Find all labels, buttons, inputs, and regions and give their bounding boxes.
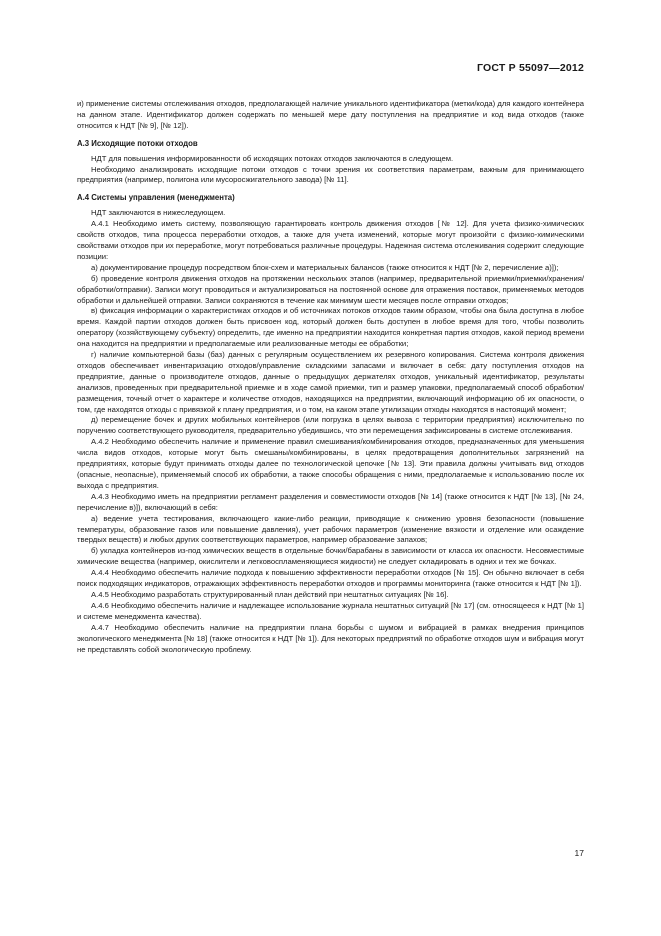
paragraph: НДТ для повышения информированности об исходящих потоках отходов заключаются в следующем. [91,153,454,163]
paragraph: НДТ заключаются в нижеследующем. [91,208,226,218]
paragraph: и) применение системы отслеживания отходов, предполагающей наличие уникального идентификатора (метки/кода) для каждого контейнера на данном этапе. Идентификатор должен содержать по меньшей мере дату поступления на предприятие и код вида отходов (также относится к НДТ [№ 9], [№ 12]). [77,99,584,130]
paragraph: А.4.1 Необходимо иметь систему, позволяющую гарантировать контроль движения отходов [№ 12]. Для учета физико-химических свойств отходов, типа процесса переработки отходов, а также для учета изменений, которые могут произойти с физико-химическими свойствами отходов при их переработке, могут потребоваться различные процедуры. Надежная система отслеживания содержит следующие позиции: [77,219,584,261]
paragraph: А.4.5 Необходимо разработать структурированный план действий при нештатных ситуациях [№ 16]. [91,589,449,599]
spacer [77,132,584,139]
paragraph: б) проведение контроля движения отходов на протяжении нескольких этапов (например, предварительной приемки/приемки/хранения/обработки/отправки). Записи могут проводиться и актуализироваться на постоянной основе для отражения поставок, применяемых методов обработки и дальнейшей отправки. Записи сохраняются в течение как минимум шести месяцев после отправки отходов; [77,273,584,305]
paragraph: г) наличие компьютерной базы (баз) данных с регулярным осуществлением их резервного копирования. Система контроля движения отходов обеспечивает инвентаризацию отходов/управление складскими запасами и включает в себя: дату поступления отходов на предприятие, данные о производителе отходов, данные о предыдущих держателях отходов, уникальный идентификатор, результаты анализов, проведенных при предварительной приемке и в ходе самой приемки, тип и размер упаковки, предполагаемый способ обработки/размещения, точный отчет о характере и количестве отходов, находящихся на предприятии, включающий информацию об их опасности, о том, где находятся отходы с привязкой к плану предприятия, и о том, на каком этапе утилизации отходы находятся в настоящий момент; [77,350,584,414]
paragraph: А.4.3 Необходимо иметь на предприятии регламент разделения и совместимости отходов [№ 14] (также относится к НДТ [№ 13], [№ 24, перечисление в)]), включающий в себя: [77,491,584,512]
paragraph: А.4.6 Необходимо обеспечить наличие и надлежащее использование журнала нештатных ситуаций [№ 17] (см. относящееся к НДТ [№ 1] и системе менеджмента качества). [77,600,584,621]
paragraph: Необходимо анализировать исходящие потоки отходов с точки зрения их соответствия параметрам, важным для принимающего предприятия (например, полигона или мусоросжигательного завода) [№ 11]. [77,164,584,185]
paragraph: в) фиксация информации о характеристиках отходов и об источниках потоков отходов таким образом, чтобы она была доступна в любое время. Каждой партии отходов должен быть присвоен код, который должен быть доступен в любое время для того, чтобы позволить оператору (хозяйствующему субъекту) определить, где именно на предприятии находится конкретная партия отходов, какой период времени она находится на предприятии и предполагаемые или реализованные методы ее обработки; [77,306,584,349]
document-id-header: ГОСТ Р 55097—2012 [476,62,584,74]
section-heading: А.3 Исходящие потоки отходов [77,138,198,148]
paragraph: А.4.7 Необходимо обеспечить наличие на предприятии плана борьбы с шумом и вибрацией в рамках внедрения принципов экологического менеджмента [№ 18] (также относится к НДТ [№ 1]). Для некоторых предприятий по обработке отходов шум и вибрация могут не представлять собой экологическую проблему. [77,622,584,654]
paragraph: А.4.2 Необходимо обеспечить наличие и применение правил смешивания/комбинирования отходов, предназначенных для уменьшения числа видов отходов, которые могут быть смешаны/комбинированы, в целях предотвращения дополнительных загрязнений на предприятиях, которые будут принимать отходы далее по технологической цепочке [№ 13]. Эти правила должны учитывать вид отходов (опасные, неопасные), применяемый способ их обработки, а также способы обращения с ними, предполагаемые к использованию после их выхода с предприятия. [77,437,584,490]
paragraph: д) перемещение бочек и других мобильных контейнеров (или погрузка в целях вывоза с территории предприятия) исключительно по поручению соответствующего руководителя, предварительно убедившись, что эти перемещения зафиксированы в системе отслеживания. [77,415,584,436]
spacer [77,186,584,193]
section-heading: А.4 Системы управления (менеджмента) [77,193,235,203]
paragraph: а) ведение учета тестирования, включающего какие-либо реакции, приводящие к снижению уровня безопасности (повышение температуры, образование газов или повышение давления), учет рабочих параметров (изменение вязкости и отделение или осаждение твердых веществ) и любых других соответствующих параметров, например образование запахов; [77,513,584,545]
paragraph: а) документирование процедур посредством блок-схем и материальных балансов (также относится к НДТ [№ 2, перечисление а)]); [91,262,559,272]
page-number: 17 [574,848,584,858]
paragraph: б) укладка контейнеров из-под химических веществ в отдельные бочки/барабаны в зависимости от класса их опасности. Несовместимые химические вещества (например, окислители и легковоспламеняющиеся жидкости) не следует складировать в одних и тех же бочках. [77,546,584,567]
document-body [77,99,584,655]
paragraph: А.4.4 Необходимо обеспечить наличие подхода к повышению эффективности переработки отходов [№ 15]. Он обычно включает в себя поиск подходящих индикаторов, отражающих эффективность переработки отходов и программы мониторинга (также относится к НДТ [№ 1]). [77,568,584,589]
